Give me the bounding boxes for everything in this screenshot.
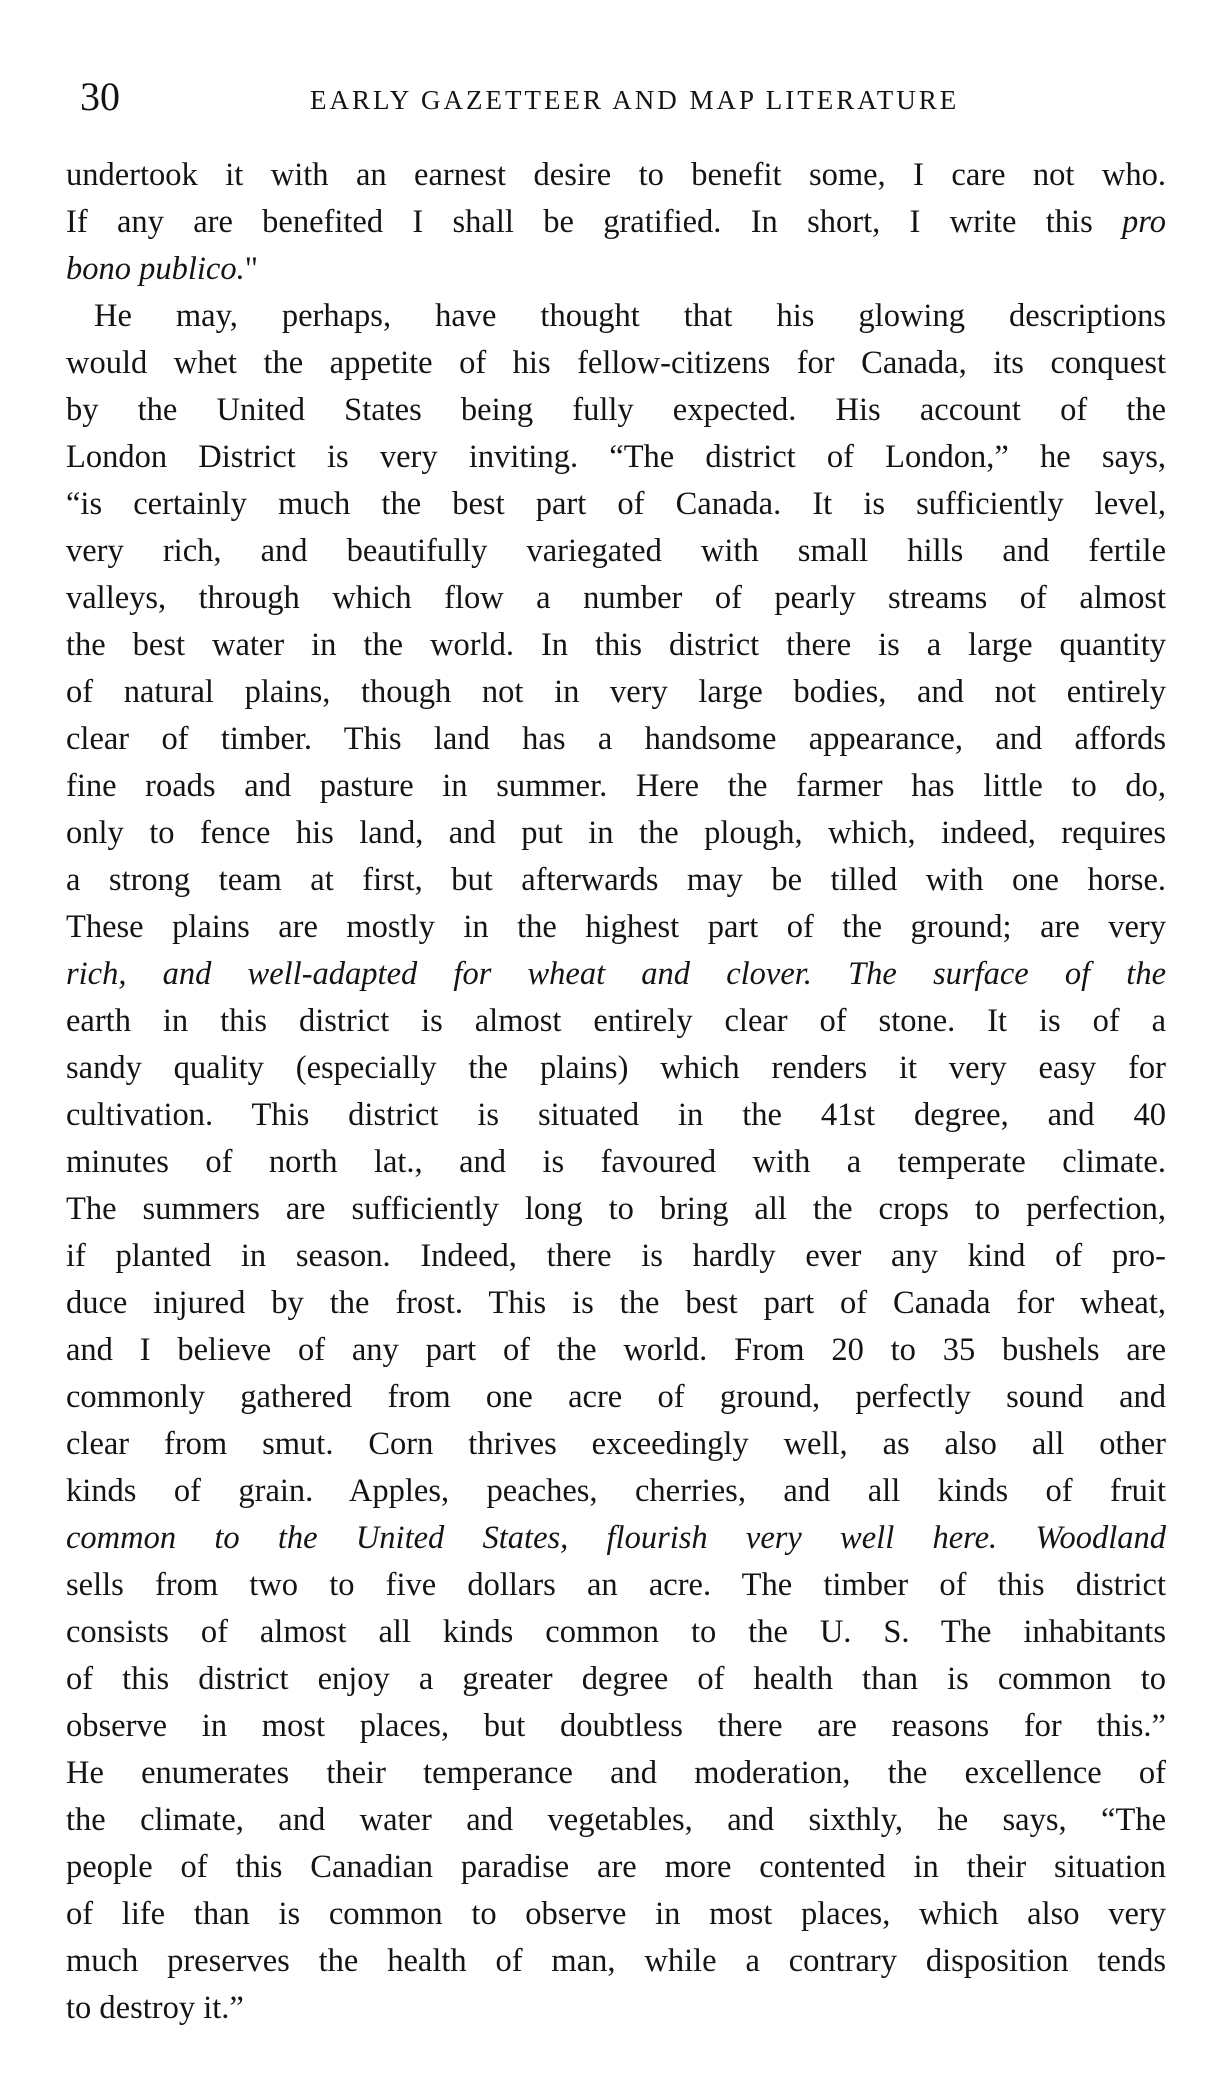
line-text: London District is very inviting. “The district of London,” he says, xyxy=(66,439,1166,475)
line-text: consists of almost all kinds common to the U. S. The inhabitants xyxy=(66,1614,1166,1650)
text-line xyxy=(66,1985,1166,2032)
line-text: people of this Canadian paradise are more contented in their situation xyxy=(66,1849,1166,1885)
text-line xyxy=(66,1656,1166,1703)
text-line xyxy=(66,669,1166,716)
line-text: cultivation. This district is situated in the 41st degree, and 40 xyxy=(66,1097,1166,1133)
line-text: clear of timber. This land has a handsome appearance, and affords xyxy=(66,721,1166,757)
text-line xyxy=(66,1327,1166,1374)
text-line xyxy=(66,1844,1166,1891)
line-text: minutes of north lat., and is favoured with a temperate climate. xyxy=(66,1144,1166,1180)
line-text: by the United States being fully expected. His account of the xyxy=(66,392,1166,428)
line-text: would whet the appetite of his fellow-citizens for Canada, its conquest xyxy=(66,345,1166,381)
text-line xyxy=(66,1233,1166,1280)
text-line xyxy=(66,904,1166,951)
text-line xyxy=(66,1750,1166,1797)
line-text: The summers are sufficiently long to bring all the crops to perfection, xyxy=(66,1191,1166,1227)
text-line xyxy=(66,246,1166,293)
line-text: undertook it with an earnest desire to benefit some, I care not who. xyxy=(66,157,1166,193)
text-line xyxy=(66,1468,1166,1515)
line-text: These plains are mostly in the highest part of the ground; are very xyxy=(66,909,1166,945)
text-line xyxy=(66,716,1166,763)
text-line xyxy=(66,1703,1166,1750)
text-line xyxy=(66,1515,1166,1562)
text-line xyxy=(66,340,1166,387)
running-head: EARLY GAZETTEER AND MAP LITERATURE xyxy=(310,85,960,115)
text-line xyxy=(66,1186,1166,1233)
text-line xyxy=(66,434,1166,481)
line-text: and I believe of any part of the world. From 20 to 35 bushels are xyxy=(66,1332,1166,1368)
line-text: commonly gathered from one acre of ground, perfectly sound and xyxy=(66,1379,1166,1415)
line-text: of natural plains, though not in very large bodies, and not entirely xyxy=(66,674,1166,710)
page-header xyxy=(80,72,1165,122)
line-text: He enumerates their temperance and moderation, the excellence of xyxy=(66,1755,1166,1791)
page-number: 30 xyxy=(80,74,120,119)
text-line xyxy=(66,528,1166,575)
line-text: " xyxy=(244,251,259,287)
text-line xyxy=(94,293,1166,340)
line-text: observe in most places, but doubtless there are reasons for this.” xyxy=(66,1708,1166,1744)
line-text: of this district enjoy a greater degree of health than is common to xyxy=(66,1661,1166,1697)
italic-text: pro xyxy=(1122,204,1166,240)
line-text: sandy quality (especially the plains) which renders it very easy for xyxy=(66,1050,1166,1086)
text-line xyxy=(66,763,1166,810)
text-line xyxy=(66,1421,1166,1468)
text-line xyxy=(66,481,1166,528)
line-text: duce injured by the frost. This is the best part of Canada for wheat, xyxy=(66,1285,1166,1321)
line-text: the climate, and water and vegetables, and sixthly, he says, “The xyxy=(66,1802,1166,1838)
italic-text: common to the United States, flourish very well here. Woodland xyxy=(66,1520,1166,1556)
text-line xyxy=(66,387,1166,434)
text-line xyxy=(66,951,1166,998)
text-line xyxy=(66,1938,1166,1985)
line-text: of life than is common to observe in most places, which also very xyxy=(66,1896,1166,1932)
text-line xyxy=(66,1092,1166,1139)
text-line xyxy=(66,1891,1166,1938)
line-text: clear from smut. Corn thrives exceedingly well, as also all other xyxy=(66,1426,1166,1462)
line-text: if planted in season. Indeed, there is hardly ever any kind of pro- xyxy=(66,1238,1166,1274)
line-text: much preserves the health of man, while a contrary disposition tends xyxy=(66,1943,1166,1979)
text-line xyxy=(66,1280,1166,1327)
text-line xyxy=(66,1045,1166,1092)
line-text: earth in this district is almost entirely clear of stone. It is of a xyxy=(66,1003,1166,1039)
text-line xyxy=(66,857,1166,904)
italic-text: bono publico. xyxy=(66,251,245,287)
line-text: valleys, through which flow a number of pearly streams of almost xyxy=(66,580,1166,616)
text-line xyxy=(66,1609,1166,1656)
line-text: If any are benefited I shall be gratified. In short, I write this xyxy=(66,204,1123,240)
text-line xyxy=(66,622,1166,669)
italic-text: rich, and well-adapted for wheat and clover. The surface of the xyxy=(66,956,1166,992)
line-text: He may, perhaps, have thought that his glowing descriptions xyxy=(94,298,1166,334)
text-line xyxy=(66,1139,1166,1186)
line-text: the best water in the world. In this district there is a large quantity xyxy=(66,627,1166,663)
text-line xyxy=(66,998,1166,1045)
line-text: a strong team at first, but afterwards may be tilled with one horse. xyxy=(66,862,1166,898)
line-text: only to fence his land, and put in the plough, which, indeed, requires xyxy=(66,815,1166,851)
line-text: fine roads and pasture in summer. Here the farmer has little to do, xyxy=(66,768,1166,804)
line-text: kinds of grain. Apples, peaches, cherries, and all kinds of fruit xyxy=(66,1473,1166,1509)
text-line xyxy=(66,810,1166,857)
line-text: sells from two to five dollars an acre. The timber of this district xyxy=(66,1567,1166,1603)
text-line xyxy=(66,1374,1166,1421)
text-line xyxy=(66,575,1166,622)
text-line xyxy=(66,152,1166,199)
line-text: very rich, and beautifully variegated with small hills and fertile xyxy=(66,533,1166,569)
text-line xyxy=(66,199,1166,246)
line-text: to destroy it.” xyxy=(66,1990,244,2026)
text-line xyxy=(66,1797,1166,1844)
text-line xyxy=(66,1562,1166,1609)
line-text: “is certainly much the best part of Canada. It is sufficiently level, xyxy=(66,486,1166,522)
